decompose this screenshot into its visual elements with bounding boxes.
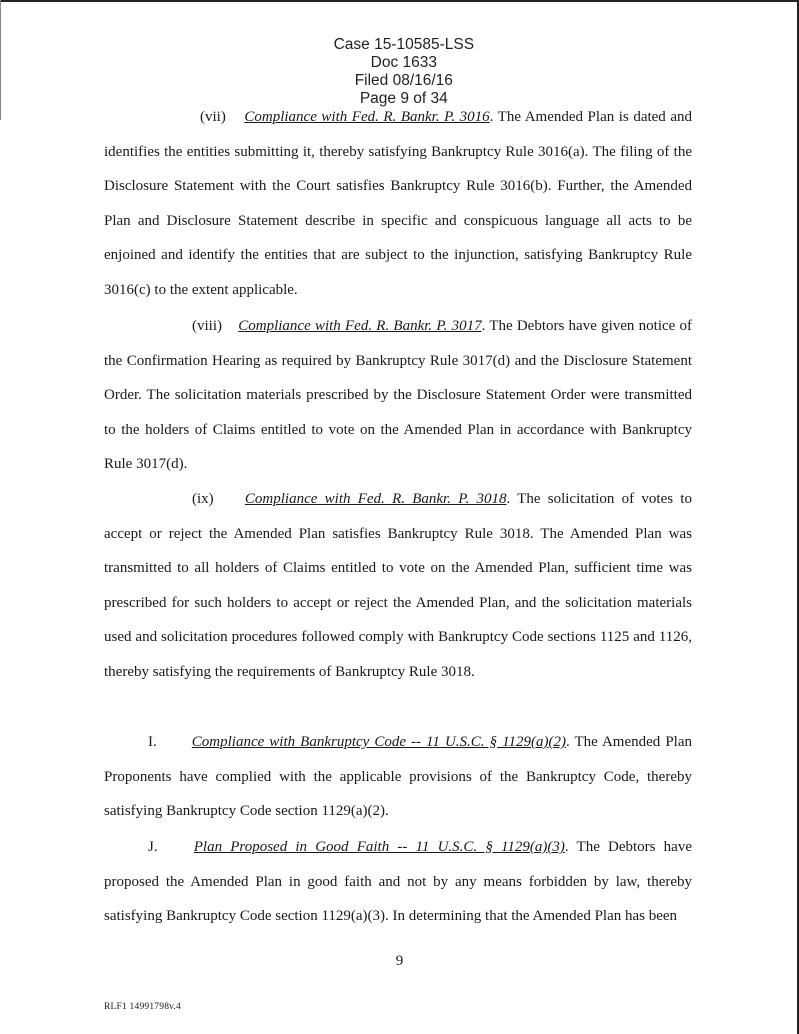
doc-number: Doc 1633	[370, 54, 437, 71]
paragraph-title: Plan Proposed in Good Faith -- 11 U.S.C. § 1129(a)(3)	[193, 839, 565, 855]
page-indicator: Page 9 of 34	[359, 90, 448, 107]
paragraph-number: (ix)	[192, 491, 214, 507]
filing-header	[0, 18, 799, 108]
paragraph-title: Compliance with Fed. R. Bankr. P. 3016	[244, 109, 490, 125]
paragraph-number: (viii)	[192, 318, 222, 334]
paragraph-j	[104, 830, 692, 934]
paragraph-body: . The Amended Plan is dated and identifies the entities submitting it, thereby satisfying Bankruptcy Rule 3016(a). The filing of the Disclosure Statement with the Court satisfies Bankruptcy Rule 3016(b). Further, the Amended Plan and Disclosure Statement describe in specific and conspicuous language all acts to be enjoined and identify the entities that are subject to the injunction, satisfying Bankruptcy Rule 3016(c) to the extent applicable.	[104, 109, 692, 298]
paragraph-number: (vii)	[200, 109, 226, 125]
filed-date: Filed 08/16/16	[354, 72, 453, 89]
paragraph-viii	[104, 309, 692, 482]
paragraph-title: Compliance with Fed. R. Bankr. P. 3017	[238, 318, 482, 334]
paragraph-number: I.	[148, 734, 157, 750]
case-number: Case 15-10585-LSS	[333, 36, 475, 53]
paragraph-i	[104, 725, 692, 829]
paragraph-title: Compliance with Bankruptcy Code -- 11 U.S.C. § 1129(a)(2)	[191, 734, 566, 750]
paragraph-body: . The Amended Plan Proponents have complied with the applicable provisions of the Bankruptcy Code, thereby satisfying Bankruptcy Code section 1129(a)(2).	[104, 734, 692, 820]
paragraph-ix	[104, 482, 692, 690]
page-number: 9	[395, 953, 404, 969]
paragraph-body: . The solicitation of votes to accept or reject the Amended Plan satisfies Bankruptcy Rule 3018. The Amended Plan was transmitted to all holders of Claims entitled to vote on the Amended Plan, sufficient time was prescribed for such holders to accept or reject the Amended Plan, and the solicitation materials used and solicitation procedures followed comply with Bankruptcy Code sections 1125 and 1126, thereby satisfying the requirements of Bankruptcy Rule 3018.	[104, 491, 692, 680]
document-id: RLF1 14991798v.4	[104, 1002, 182, 1012]
scan-edge-top	[0, 0, 799, 2]
paragraph-number: J.	[148, 839, 158, 855]
paragraph-body: . The Debtors have proposed the Amended Plan in good faith and not by any means forbidden by law, thereby satisfying Bankruptcy Code section 1129(a)(3). In determining that the Amended Plan has been	[104, 839, 693, 925]
paragraph-vii	[104, 100, 692, 308]
paragraph-title: Compliance with Fed. R. Bankr. P. 3018	[244, 491, 507, 507]
paragraph-body: . The Debtors have given notice of the Confirmation Hearing as required by Bankruptcy Rule 3017(d) and the Disclosure Statement Order. The solicitation materials prescribed by the Disclosure Statement Order were transmitted to the holders of Claims entitled to vote on the Amended Plan in accordance with Bankruptcy Rule 3017(d).	[104, 318, 693, 473]
